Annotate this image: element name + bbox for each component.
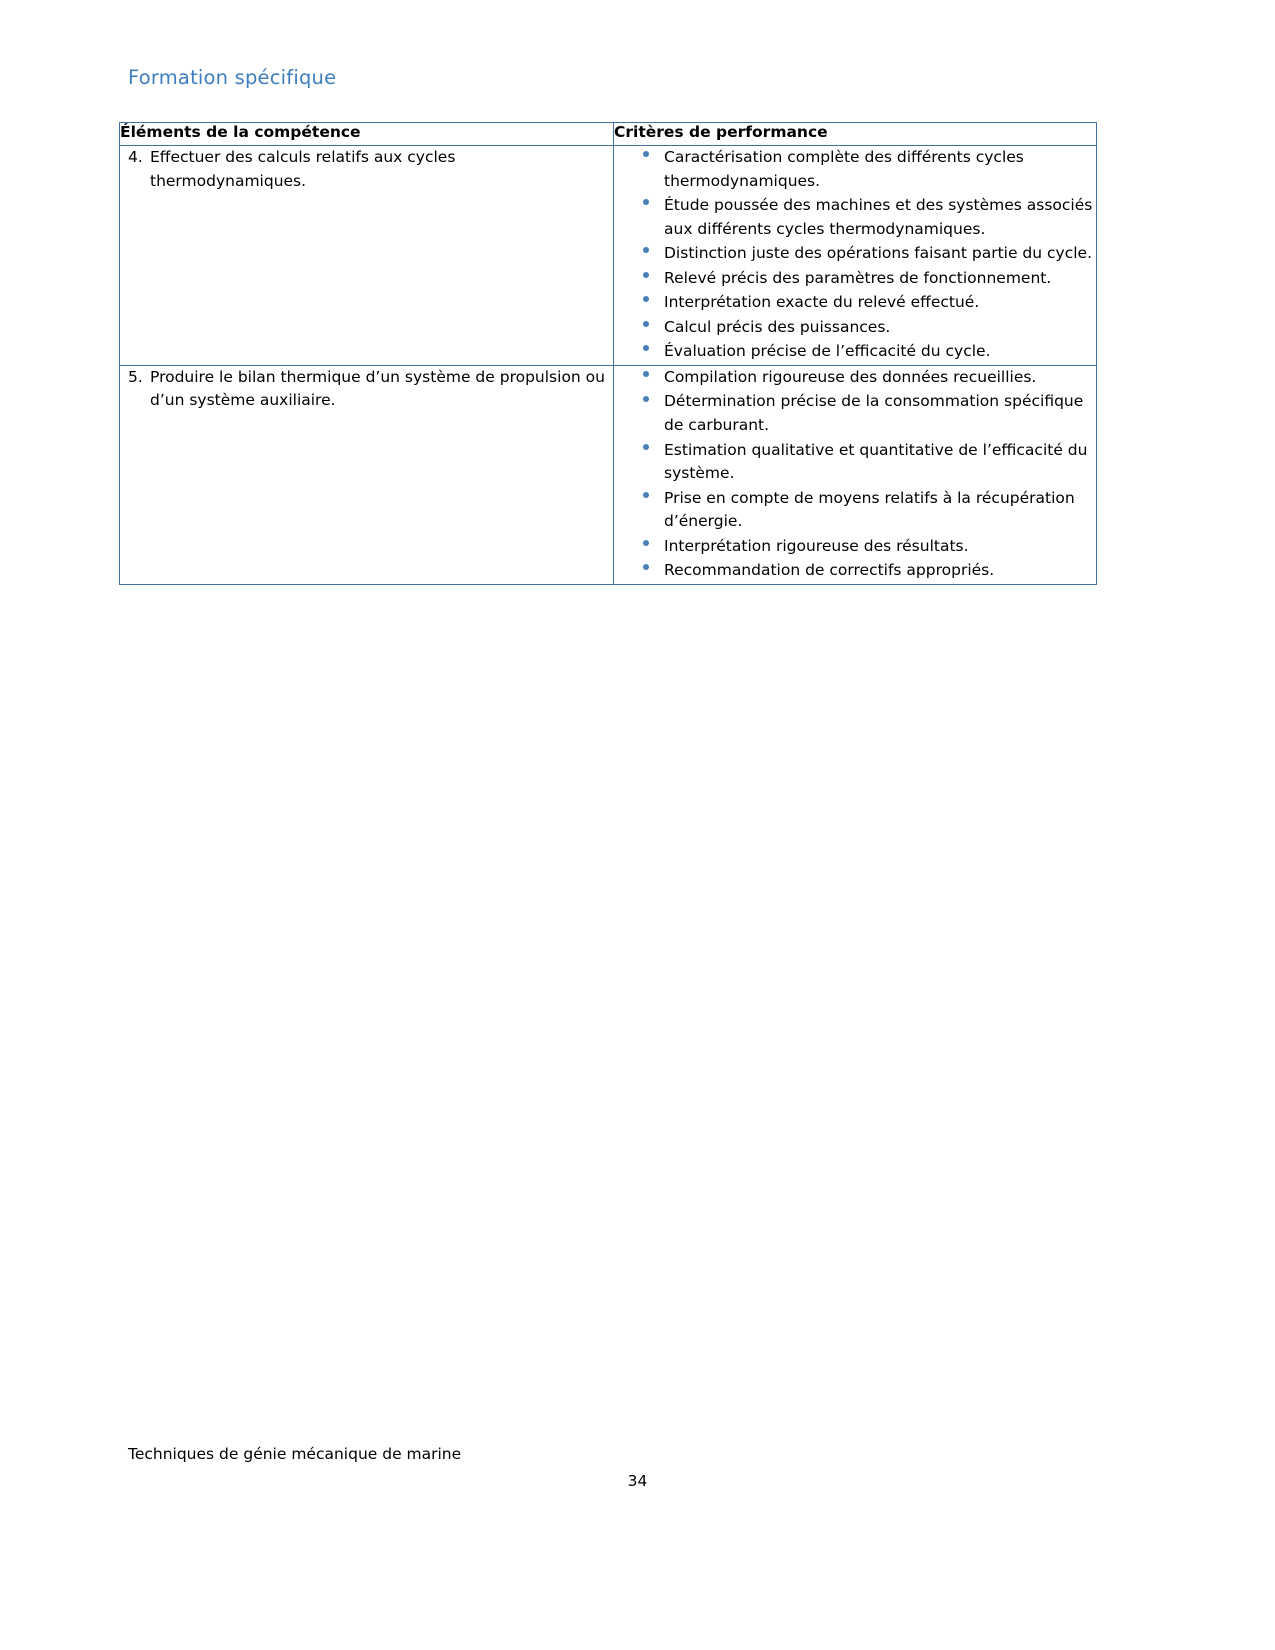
list-item	[614, 366, 1096, 390]
bullet-icon	[643, 151, 649, 157]
page-header-title: Formation spécifique	[128, 66, 337, 89]
bullet-icon	[643, 296, 649, 302]
list-item	[614, 535, 1096, 559]
bullet-icon	[643, 345, 649, 351]
list-item	[614, 316, 1096, 340]
criterion-text: Recommandation de correctifs appropriés.	[664, 561, 995, 580]
criterion-text: Prise en compte de moyens relatifs à la récupération d’énergie.	[664, 488, 1075, 531]
table-row	[120, 365, 1097, 584]
list-item	[614, 194, 1096, 241]
list-item	[614, 487, 1096, 534]
criterion-text: Évaluation précise de l’efficacité du cycle.	[664, 342, 991, 361]
criterion-text: Interprétation rigoureuse des résultats.	[664, 536, 969, 555]
bullet-icon	[643, 371, 649, 377]
list-item	[614, 390, 1096, 437]
table-header-row	[120, 123, 1097, 146]
table-row	[120, 146, 1097, 366]
criterion-text: Compilation rigoureuse des données recueillies.	[664, 367, 1037, 386]
competence-table	[119, 122, 1097, 585]
column-header-criteria: Critères de performance	[614, 123, 1097, 146]
bullet-icon	[643, 247, 649, 253]
list-item	[614, 291, 1096, 315]
list-item	[614, 242, 1096, 266]
bullet-icon	[643, 396, 649, 402]
element-cell	[120, 146, 614, 366]
bullet-icon	[643, 321, 649, 327]
bullet-icon	[643, 199, 649, 205]
bullet-icon	[643, 444, 649, 450]
element-number: 5.	[128, 367, 143, 386]
element-text: Produire le bilan thermique d’un système de propulsion ou d’un système auxiliaire.	[150, 367, 605, 410]
list-item	[614, 559, 1096, 583]
criterion-text: Caractérisation complète des différents cycles thermodynamiques.	[664, 148, 1024, 190]
element-text: Effectuer des calculs relatifs aux cycles thermodynamiques.	[150, 148, 456, 190]
list-item	[614, 146, 1096, 193]
column-header-elements: Éléments de la compétence	[120, 123, 614, 146]
criterion-text: Étude poussée des machines et des systèmes associés aux différents cycles thermodynamiques.	[664, 196, 1093, 238]
bullet-icon	[643, 564, 649, 570]
criterion-text: Distinction juste des opérations faisant partie du cycle.	[664, 244, 1093, 263]
element-number: 4.	[128, 148, 143, 166]
criterion-text: Relevé précis des paramètres de fonctionnement.	[664, 268, 1052, 287]
list-item	[614, 340, 1096, 364]
list-item	[614, 267, 1096, 291]
bullet-icon	[643, 272, 649, 278]
criteria-cell	[614, 365, 1097, 584]
list-item	[614, 439, 1096, 486]
criteria-cell	[614, 146, 1097, 366]
bullet-icon	[643, 492, 649, 498]
criterion-text: Calcul précis des puissances.	[664, 317, 891, 336]
bullet-icon	[643, 540, 649, 546]
footer-text: Techniques de génie mécanique de marine	[128, 1445, 462, 1463]
criteria-list	[614, 366, 1096, 583]
criterion-text: Interprétation exacte du relevé effectué.	[664, 293, 980, 312]
page-number: 34	[627, 1472, 648, 1490]
criterion-text: Estimation qualitative et quantitative de l’efficacité du système.	[664, 440, 1088, 483]
element-cell	[120, 365, 614, 584]
criterion-text: Détermination précise de la consommation spécifique de carburant.	[664, 392, 1084, 435]
criteria-list	[614, 146, 1096, 364]
